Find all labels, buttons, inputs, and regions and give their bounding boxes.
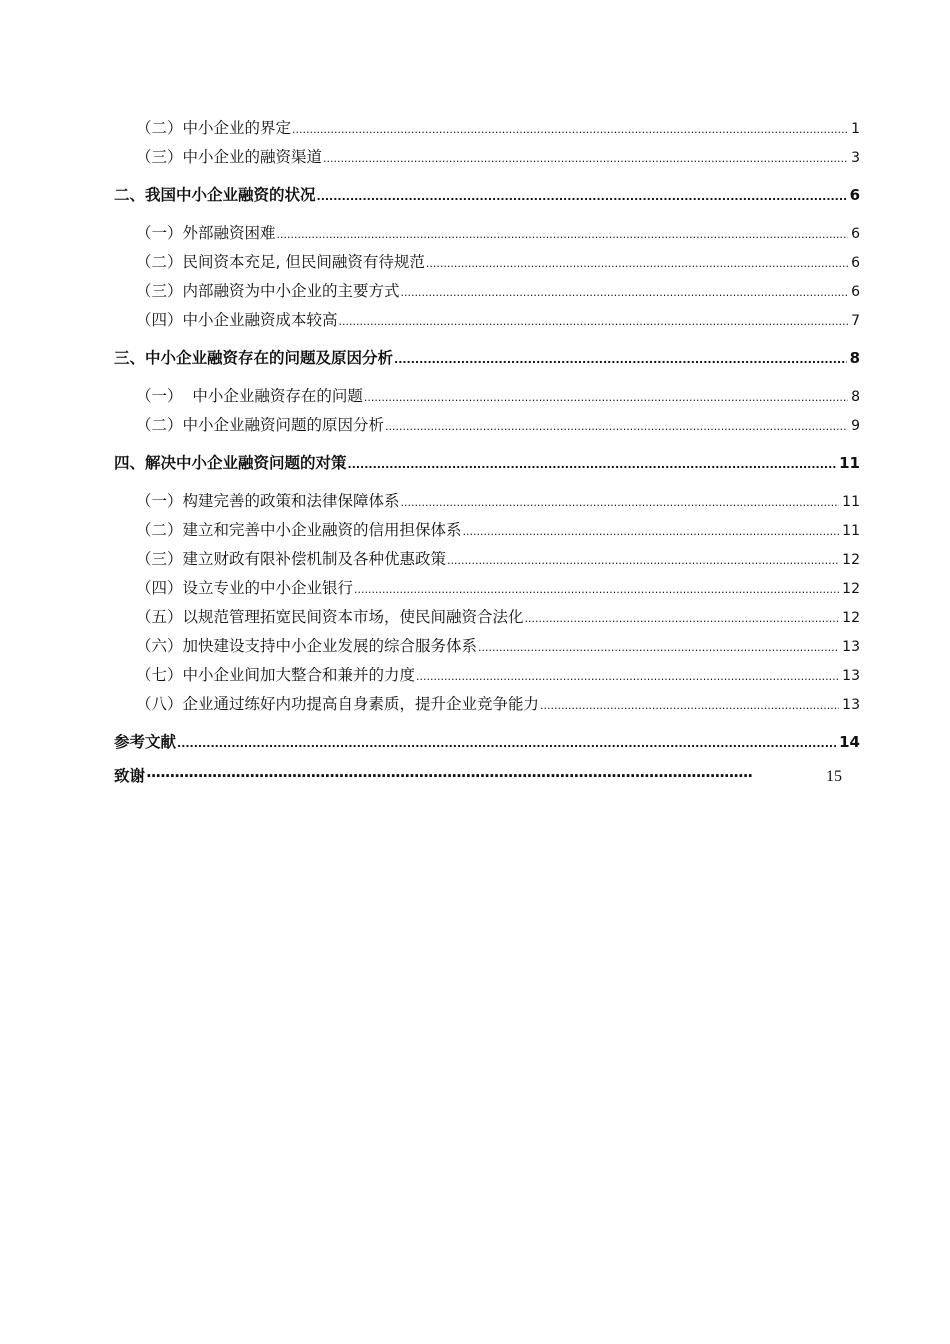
- toc-entry-title: 四、解决中小企业融资问题的对策: [114, 454, 347, 472]
- table-of-contents: [114, 114, 860, 791]
- toc-page-number: 8: [851, 389, 860, 405]
- toc-page-number: 3: [851, 150, 860, 166]
- toc-page-number: 6: [851, 226, 860, 242]
- toc-page-number: 6: [851, 255, 860, 271]
- toc-page-number: 13: [842, 639, 860, 655]
- dot-leader: [177, 729, 836, 758]
- toc-page-number: 12: [842, 610, 860, 626]
- toc-section-heading: [114, 181, 860, 210]
- toc-section-heading: [114, 762, 842, 791]
- toc-entry-title: 二、我国中小企业融资的状况: [114, 186, 316, 204]
- toc-entry-title: （一）外部融资困难: [136, 224, 276, 242]
- toc-entry: [114, 545, 860, 574]
- dot-leader: [323, 144, 848, 173]
- dot-leader: [525, 604, 840, 633]
- toc-page-number: 11: [842, 494, 860, 510]
- toc-entry-title: （二）建立和完善中小企业融资的信用担保体系: [136, 521, 462, 539]
- dot-leader: [364, 383, 848, 412]
- toc-page-number: 6: [851, 284, 860, 300]
- toc-entry: [114, 603, 860, 632]
- toc-page-number: 12: [842, 581, 860, 597]
- dot-leader: [540, 691, 839, 720]
- toc-entry: [114, 632, 860, 661]
- dot-leader: [277, 220, 849, 249]
- dot-leader: [401, 278, 849, 307]
- toc-page-number: 11: [839, 454, 860, 472]
- toc-entry-title: （八）企业通过练好内功提高自身素质，提升企业竞争能力: [136, 695, 540, 713]
- dot-leader: [447, 546, 839, 575]
- dot-leader: [339, 307, 849, 336]
- dot-leader: [385, 412, 848, 441]
- toc-section-heading: [114, 344, 860, 373]
- dot-leader: [463, 517, 840, 546]
- toc-entry-title: （六）加快建设支持中小企业发展的综合服务体系: [136, 637, 478, 655]
- dot-leader: [401, 488, 840, 517]
- toc-entry-title: （一） 中小企业融资存在的问题: [136, 387, 363, 405]
- toc-entry: [114, 143, 860, 172]
- toc-entry-title: （一）构建完善的政策和法律保障体系: [136, 492, 400, 510]
- dot-leader: [146, 762, 823, 791]
- toc-entry: [114, 487, 860, 516]
- toc-page-number: 9: [851, 418, 860, 434]
- toc-entry: [114, 114, 860, 143]
- toc-entry: [114, 306, 860, 335]
- toc-entry: [114, 661, 860, 690]
- toc-entry-title: （三）中小企业的融资渠道: [136, 148, 323, 166]
- dot-leader: [426, 249, 848, 278]
- toc-entry: [114, 411, 860, 440]
- toc-entry-title: 致谢: [114, 767, 146, 785]
- toc-entry: [114, 277, 860, 306]
- toc-page-number: 12: [842, 552, 860, 568]
- toc-entry-title: （五）以规范管理拓宽民间资本市场，使民间融资合法化: [136, 608, 524, 626]
- toc-page-number: 11: [842, 523, 860, 539]
- toc-entry-title: 三、中小企业融资存在的问题及原因分析: [114, 349, 394, 367]
- dot-leader: [416, 662, 839, 691]
- toc-entry-title: （四）设立专业的中小企业银行: [136, 579, 354, 597]
- toc-entry-title: （四）中小企业融资成本较高: [136, 311, 338, 329]
- dot-leader: [292, 115, 848, 144]
- toc-entry: [114, 382, 860, 411]
- toc-page-number: 1: [851, 121, 860, 137]
- toc-page-number: 13: [842, 668, 860, 684]
- toc-page-number: 8: [849, 349, 860, 367]
- dot-leader: [348, 450, 837, 479]
- toc-section-heading: [114, 449, 860, 478]
- toc-entry: [114, 248, 860, 277]
- toc-entry-title: （七）中小企业间加大整合和兼并的力度: [136, 666, 416, 684]
- toc-entry: [114, 516, 860, 545]
- toc-entry-title: （二）民间资本充足, 但民间融资有待规范: [136, 253, 425, 271]
- toc-entry-title: （二）中小企业的界定: [136, 119, 292, 137]
- toc-page-number: 13: [842, 697, 860, 713]
- dot-leader: [354, 575, 839, 604]
- toc-section-heading: [114, 728, 860, 757]
- dot-leader: [394, 345, 847, 374]
- toc-entry-title: （二）中小企业融资问题的原因分析: [136, 416, 385, 434]
- toc-entry: [114, 574, 860, 603]
- dot-leader: [478, 633, 839, 662]
- toc-entry: [114, 219, 860, 248]
- toc-entry: [114, 690, 860, 719]
- toc-entry-title: （三）建立财政有限补偿机制及各种优惠政策: [136, 550, 447, 568]
- toc-page-number: 14: [839, 733, 860, 751]
- dot-leader: [317, 182, 847, 211]
- toc-page-number: 15: [826, 768, 842, 785]
- toc-page-number: 6: [849, 186, 860, 204]
- toc-page-number: 7: [851, 313, 860, 329]
- toc-entry-title: 参考文献: [114, 733, 177, 751]
- toc-entry-title: （三）内部融资为中小企业的主要方式: [136, 282, 400, 300]
